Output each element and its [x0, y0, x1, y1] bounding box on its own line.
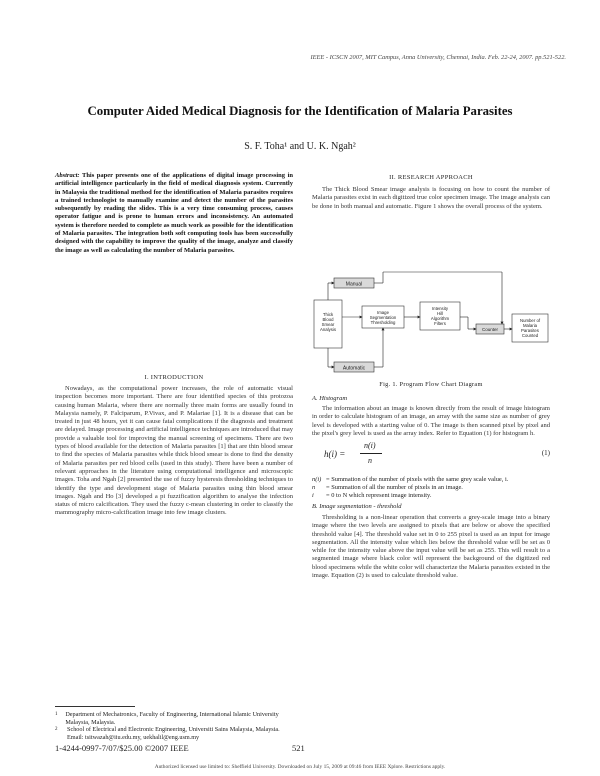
research-intro: The Thick Blood Smear image analysis is focusing on how to count the number of Malaria parasites exist in each digitized true color specimen image. The image analysis can be done in both manual and automatic. Figure 1 shows the overall process of the system. [312, 186, 550, 210]
histogram-heading: A. Histogram [312, 395, 348, 402]
manual-label: Manual [345, 281, 363, 288]
equation-number: (1) [541, 449, 550, 457]
equation-definitions [312, 476, 550, 500]
authors: S. F. Toha¹ and U. K. Ngah² [244, 141, 356, 152]
paper-title: Computer Aided Medical Diagnosis for the Identification of Malaria Parasites [87, 104, 513, 118]
definition-row: n(i) = Summation of the number of pixels with the same grey scale value, i. [312, 476, 509, 483]
equation-1 [320, 441, 550, 469]
input-label: Thick Blood Smear Analysis [319, 312, 337, 332]
equation-lhs: h(i) = [324, 449, 346, 459]
figure-caption: Fig. 1. Program Flow Chart Diagram [379, 381, 483, 388]
equation-denominator: n [368, 456, 372, 465]
footnote-email: Email: tsitwazah@iiu.edu.my, uekhalil@eng.usm.my [67, 733, 200, 741]
equation-numerator: n(i) [364, 441, 376, 450]
isbn-footer: 1-4244-0997-7/07/$25.00 ©2007 IEEE [55, 743, 189, 753]
histogram-text: The information about an image is known directly from the result of image histogram in order to calculate histogram of an image, an array with the same size as number of grey level is developed with a starting value of 0. The image is then scanned pixel by pixel and the pixel's grey level is used as the array index. Refer to Equation (1) for histogram h. [312, 405, 550, 437]
fraction-bar [360, 453, 382, 454]
segmentation-label: Image Segmentation Thresholding [369, 310, 397, 325]
abstract-text: This paper presents one of the applications of digital image processing in artificial intelligence particularly in the field of medical diagnosis system. Currently in Malaysia the traditional method for the identification of Malaria parasites requires a trained technologist to manually examine and detect the number of the parasites subsequently by reading the slides. This is a very time consuming process, causes operator fatigue and is prone to human errors and inconsistency. An automated system is therefore needed to complete as much work as possible for the identification of Malaria parasites. The integration both soft computing tools has been successfully designed with the capability to improve the quality of the image, analyze and classify the image as well as calculating the number of Malaria parasites. [55, 172, 293, 254]
footnote-divider [55, 706, 135, 707]
abstract [55, 172, 293, 255]
segmentation-heading: B. Image segmentation - threshold [312, 503, 402, 510]
definition-row: n = Summation of all the number of pixels in an image. [312, 484, 463, 491]
flow-chart-figure [312, 270, 550, 378]
download-notice: Authorized licensed use limited to: Sheffield University. Downloaded on July 15, 2009 at 09:46 from IEEE Xplore. Restrictions apply. [154, 764, 446, 770]
segmentation-text: Thresholding is a non-linear operation that converts a grey-scale image into a binary image where the two levels are assigned to pixels that are below or above the specified threshold value [4]. The threshold value set in 0 to 255 pixel is used as an input for image segmentation. All the intensity value which lies below the threshold value will be set as 0 while for the intensity value above the input value will be set as 255. This will result to a segmented image where black color will represent the background of the digitized red blood specimens while the white color will characterize the Malaria parasites existed in the image. Equation (2) is used to calculate threshold value. [312, 514, 550, 580]
footnote-1: 1 Department of Mechatronics, Faculty of Engineering, International Islamic University Malaysia, Malaysia. [55, 711, 279, 726]
automatic-label: Automatic [342, 365, 366, 372]
intensity-label: Intensity Hill Algorithm Filters [430, 306, 450, 326]
footnotes [55, 711, 293, 741]
definition-row: i = 0 to N which represent image intensity. [312, 492, 432, 499]
output-label: Number of Malaria Parasites Counted [519, 318, 541, 338]
page-number: 521 [292, 743, 305, 753]
introduction-heading: I. INTRODUCTION [144, 374, 204, 381]
abstract-label: Abstract: [55, 172, 80, 179]
footnote-2: 2 School of Electrical and Electronic Engineering, Universiti Sains Malaysia, Malaysia. [55, 726, 280, 734]
running-header: IEEE - ICSCN 2007, MIT Campus, Anna University, Chennai, India. Feb. 22-24, 2007. pp.521-522. [310, 54, 566, 61]
counter-label: Counter [481, 327, 499, 332]
research-heading: II. RESEARCH APPROACH [389, 174, 473, 181]
introduction-text: Nowadays, as the computational power increases, the role of automatic visual inspection becomes more important. There are four identified species of this protozoa causing human Malaria, where there are normally three main forms are usually found in Malaysia namely, P. Falciparum, P.Vivax, and P. Malariae [1]. It is a disease that can be treated in just 48 hours, yet it can cause fatal complications if the diagnosis and treatment are delayed. Image processing and artificial intelligence techniques are introduced that may provide a valuable tool for improving the manual screening of specimens. There are two types of blood available for the detection of Malaria parasites [1] that are thin blood smear to find the species of Malaria parasites while thick blood smear is done to find the density of Malaria parasites per red blood cells (used in this study). There have been a number of relevant approaches in the literature using computational intelligence and microscopic images. Toha and Ngah [2] presented the use of fuzzy hysteresis thresholding techniques to identify the type and development stage of Malaria parasites using thin blood smear images. Ngah and Ho [3] developed a pi fuzzification algorithm to analyse the infection status of micro calcification. They used the fuzzy c-mean clustering in order to classify the mammography micro-calcification image into few image clusters. [55, 385, 293, 517]
